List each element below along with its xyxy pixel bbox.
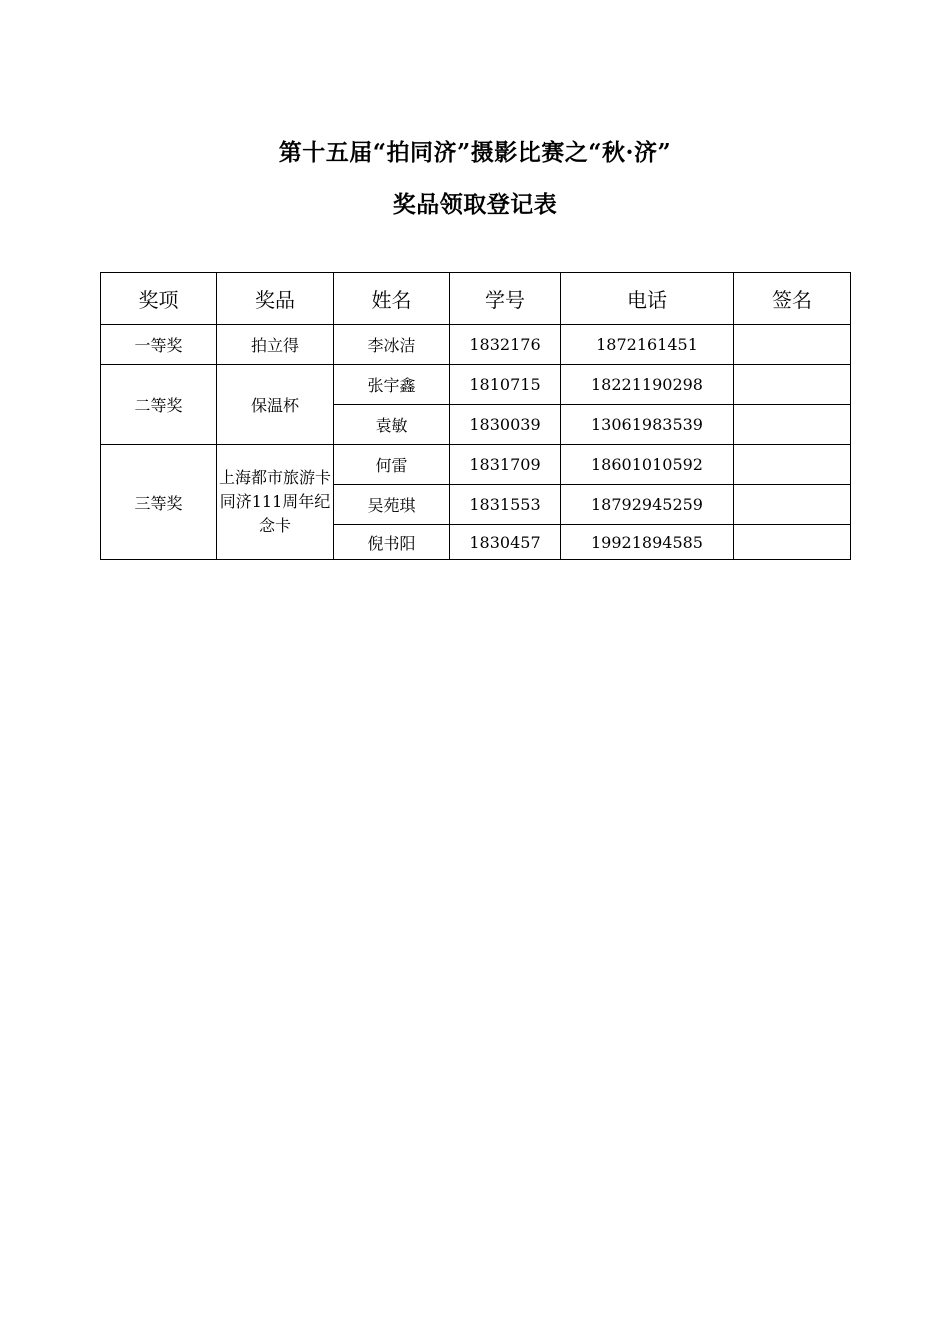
header-award: 奖项 (101, 273, 217, 325)
phone-number: 18792945259 (561, 485, 734, 525)
header-student-id: 学号 (450, 273, 561, 325)
winner-name: 吴苑琪 (334, 485, 450, 525)
award-cell: 二等奖 (101, 365, 217, 445)
phone-number: 19921894585 (561, 525, 734, 560)
prize-cell: 上海都市旅游卡同济111周年纪念卡 (217, 445, 334, 560)
signature-cell[interactable] (734, 485, 851, 525)
prize-registration-table (100, 272, 851, 560)
signature-cell[interactable] (734, 445, 851, 485)
header-prize: 奖品 (217, 273, 334, 325)
winner-name: 倪书阳 (334, 525, 450, 560)
student-id: 1832176 (450, 325, 561, 365)
winner-name: 袁敏 (334, 405, 450, 445)
prize-cell: 保温杯 (217, 365, 334, 445)
student-id: 1810715 (450, 365, 561, 405)
header-phone: 电话 (561, 273, 734, 325)
table-row (101, 445, 851, 485)
table-row (101, 365, 851, 405)
student-id: 1831553 (450, 485, 561, 525)
signature-cell[interactable] (734, 325, 851, 365)
phone-number: 18601010592 (561, 445, 734, 485)
winner-name: 李冰洁 (334, 325, 450, 365)
student-id: 1830039 (450, 405, 561, 445)
prize-cell: 拍立得 (217, 325, 334, 365)
table-header-row (101, 273, 851, 325)
phone-number: 13061983539 (561, 405, 734, 445)
winner-name: 张宇鑫 (334, 365, 450, 405)
header-signature: 签名 (734, 273, 851, 325)
header-name: 姓名 (334, 273, 450, 325)
signature-cell[interactable] (734, 405, 851, 445)
phone-number: 1872161451 (561, 325, 734, 365)
page-subtitle: 奖品领取登记表 (392, 191, 558, 218)
student-id: 1830457 (450, 525, 561, 560)
student-id: 1831709 (450, 445, 561, 485)
signature-cell[interactable] (734, 365, 851, 405)
table-row (101, 325, 851, 365)
winner-name: 何雷 (334, 445, 450, 485)
phone-number: 18221190298 (561, 365, 734, 405)
award-cell: 一等奖 (101, 325, 217, 365)
signature-cell[interactable] (734, 525, 851, 560)
award-cell: 三等奖 (101, 445, 217, 560)
page-title: 第十五届“拍同济”摄影比赛之“秋·济” (278, 139, 672, 166)
